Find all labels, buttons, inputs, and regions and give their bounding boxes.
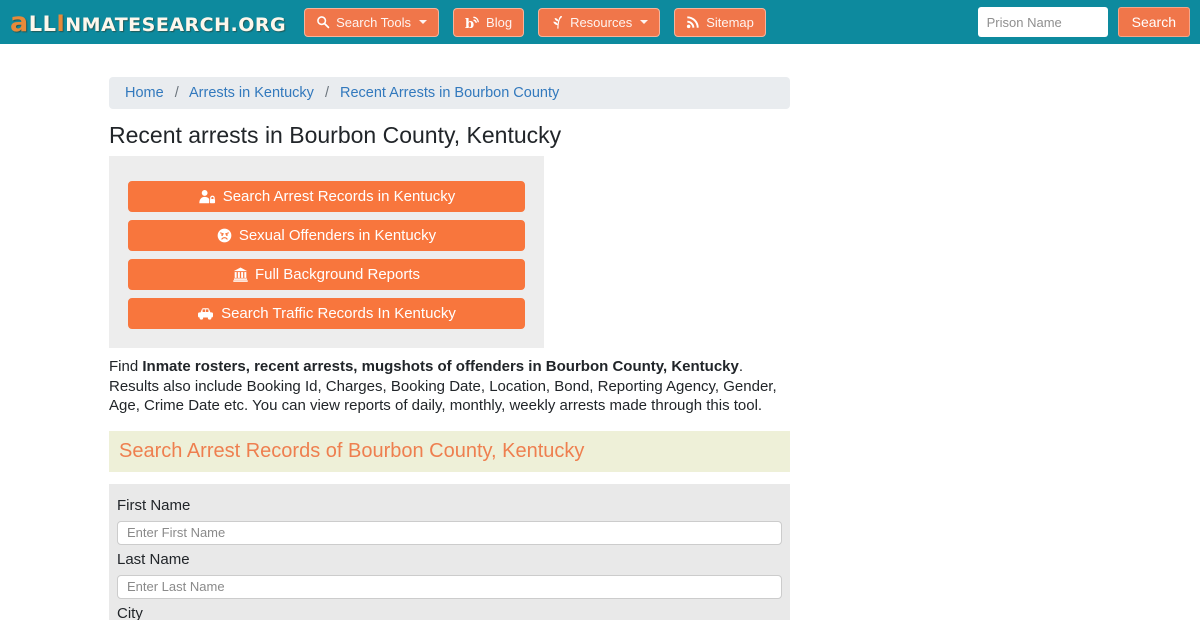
angry-face-icon: [217, 228, 232, 243]
search-icon: [316, 15, 330, 29]
last-name-input[interactable]: [117, 575, 782, 599]
city-label: City: [117, 604, 143, 620]
search-traffic-records-button[interactable]: [128, 298, 525, 329]
car-icon: [197, 306, 214, 321]
breadcrumb-county-link[interactable]: Recent Arrests in Bourbon County: [340, 85, 560, 101]
navbar-search: [978, 7, 1190, 37]
action-button-label: Search Arrest Records in Kentucky: [222, 188, 456, 205]
breadcrumb-home-link[interactable]: Home: [125, 85, 164, 101]
intro-prefix: Find: [109, 358, 143, 375]
nav-item-label: Search Tools: [336, 14, 412, 30]
landmark-icon: [233, 267, 248, 282]
full-background-reports-button[interactable]: [128, 259, 525, 290]
main-content: [109, 77, 790, 620]
first-name-input[interactable]: [117, 521, 782, 545]
search-section-heading: Search Arrest Records of Bourbon County, Kentucky: [109, 431, 790, 472]
nav-blog-button[interactable]: [453, 8, 524, 37]
logo-prisoner-i: I: [56, 11, 66, 37]
user-lock-icon: [198, 189, 216, 204]
intro-paragraph: [109, 357, 790, 416]
nav-item-label: Blog: [486, 14, 513, 30]
logo-text-rest: NMATESEARCH.ORG: [65, 13, 287, 36]
first-name-label: First Name: [117, 496, 191, 514]
logo-letters-ll: LL: [28, 11, 57, 36]
breadcrumb-state-link[interactable]: Arrests in Kentucky: [188, 85, 314, 101]
site-logo[interactable]: [10, 7, 286, 38]
action-button-label: Sexual Offenders in Kentucky: [238, 227, 437, 244]
quick-links-panel: [109, 156, 544, 348]
prison-name-input[interactable]: [978, 7, 1108, 37]
breadcrumb-separator: /: [174, 85, 179, 101]
intro-suffix: . Results also include Booking Id, Charges, Booking Date, Location, Bond, Reporting Agency, Gender, Age, Crime Date etc. You can view reports of daily, monthly, weekly arrests made through this tool.: [109, 358, 777, 414]
logo-letter-a: a: [10, 6, 29, 38]
nav-search-tools-button[interactable]: [304, 8, 439, 37]
navbar-search-button[interactable]: Search: [1118, 7, 1190, 37]
search-arrest-records-button[interactable]: [128, 181, 525, 212]
action-button-label: Full Background Reports: [254, 266, 421, 283]
sexual-offenders-button[interactable]: [128, 220, 525, 251]
nav-sitemap-button[interactable]: [674, 8, 766, 37]
main-menu: [304, 8, 978, 37]
arrest-search-form: [109, 484, 790, 620]
chevron-down-icon: [419, 20, 427, 24]
rss-icon: [686, 15, 700, 29]
intro-bold-text: Inmate rosters, recent arrests, mugshots of offenders in Bourbon County, Kentucky: [142, 358, 739, 375]
breadcrumb: [109, 77, 790, 109]
navbar: [0, 0, 1200, 44]
last-name-label: Last Name: [117, 550, 190, 568]
chevron-down-icon: [640, 20, 648, 24]
blog-icon: [465, 15, 480, 30]
svg-text:b: b: [465, 16, 475, 30]
action-button-label: Search Traffic Records In Kentucky: [221, 305, 456, 322]
pagelines-icon: [550, 15, 564, 29]
nav-resources-button[interactable]: [538, 8, 660, 37]
breadcrumb-separator: /: [324, 85, 329, 101]
nav-item-label: Sitemap: [706, 14, 754, 30]
nav-item-label: Resources: [570, 14, 633, 30]
page-title: Recent arrests in Bourbon County, Kentucky: [109, 122, 562, 148]
